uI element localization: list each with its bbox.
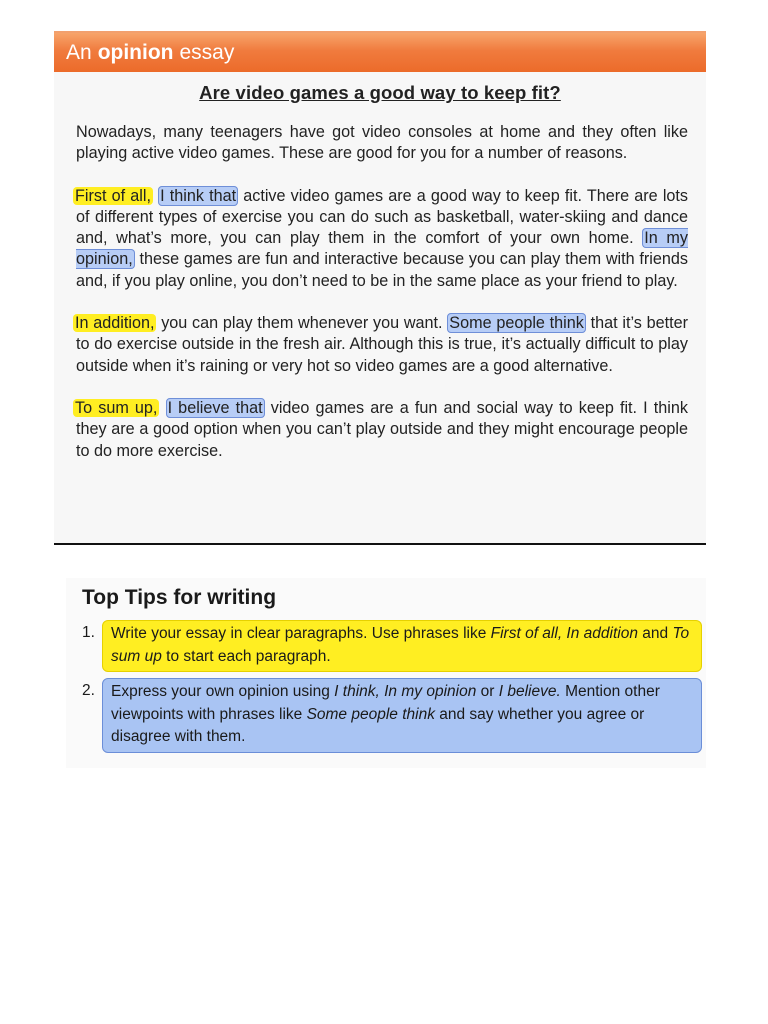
tip-1-phrase-b: To sum up [111,625,690,665]
paragraph-4-text: video games are a fun and social way to keep fit. I think they are a good option when you can’t play outside and they might encourage people to do more exercise. [76,398,688,460]
tip-2-phrase-c: Some people think [306,705,435,723]
tip-2-phrase-a: I think, In my opinion [334,683,477,700]
paragraph-3 [76,313,688,377]
tip-2-number: 2. [82,682,95,699]
paragraph-3-text-b: that it’s better to do exercise outside in the fresh air. Although this is true, it’s actually difficult to play outside when it’s raining or very hot so video games are a good alternative. [76,314,688,375]
tip-2-phrase-b: I believe. [498,683,561,700]
paragraph-2-text-a: active video games are a good way to keep fit. There are lots of different types of exercise you can do such as basketball, water-skiing and dance and, what’s more, you can play them in the comfort of your own home. [76,186,689,248]
header-pre: An [66,40,92,64]
tip-1 [82,620,702,672]
paragraph-2-text-b: these games are fun and interactive because you can play them with friends and, if you play online, you don’t need to be in the same place as your friend to play. [76,250,688,290]
linker-first-of-all: First of all, [75,186,151,205]
essay-body [54,122,706,462]
top-tips-section [66,578,706,768]
paragraph-4 [76,398,688,462]
tip-1-number: 1. [82,624,95,641]
opinion-in-my-opinion: In my opinion, [76,229,688,269]
tip-1-box [102,620,702,672]
paragraph-3-text-a: you can play them whenever you want. [156,314,448,333]
paragraph-1: Nowadays, many teenagers have got video consoles at home and they often like playing active video games. These are good for you for a number of reasons. [76,123,688,163]
essay-header [54,31,706,72]
tip-2-box [102,678,702,753]
paragraph-2 [76,186,688,292]
tip-2-text-d: and say whether you agree or disagree with them. [111,705,645,745]
opinion-i-believe-that: I believe that [167,398,263,417]
tips-title: Top Tips for writing [82,586,277,609]
tip-1-text-b: and [637,625,673,642]
opinion-i-think-that: I think that [160,186,237,205]
header-bold: opinion [97,40,174,64]
tip-2-text-c: Mention other viewpoints with phrases like [111,683,660,723]
opinion-some-people-think: Some people think [449,314,584,333]
tip-2 [82,678,702,753]
tip-2-text-b: or [476,683,499,700]
essay-card [54,31,706,545]
tip-1-text-c: to start each paragraph. [161,647,331,665]
tip-2-text-a: Express your own opinion using [111,683,335,700]
linker-in-addition: In addition, [75,314,155,333]
tip-1-phrase-a: First of all, In addition [490,625,638,642]
linker-to-sum-up: To sum up, [75,398,158,417]
header-post: essay [179,40,235,64]
tip-1-text-a: Write your essay in clear paragraphs. Use phrases like [111,625,491,642]
essay-title: Are video games a good way to keep fit? [199,82,561,103]
